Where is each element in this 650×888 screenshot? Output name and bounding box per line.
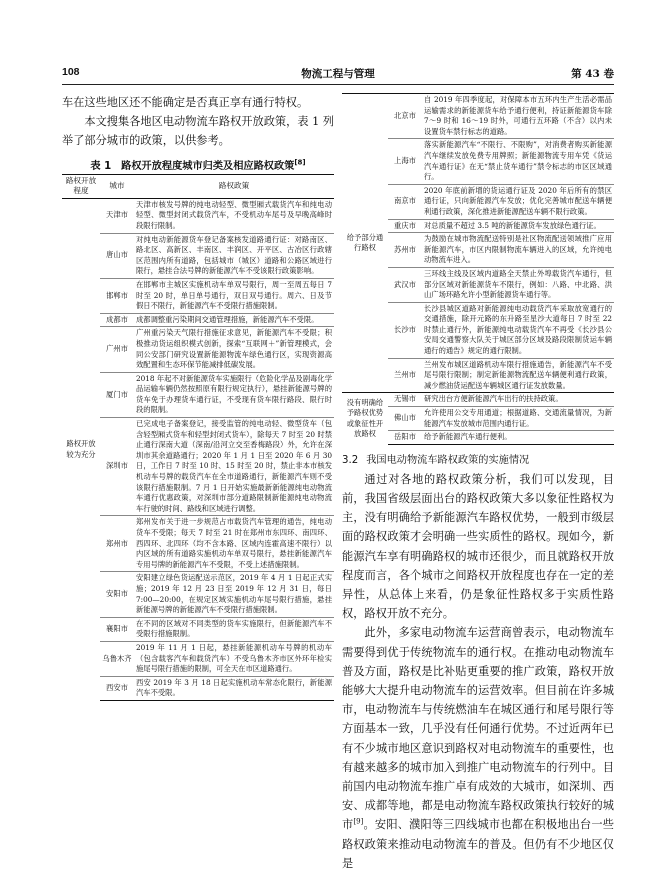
city-cell: 广州市: [100, 327, 134, 372]
policy-cell: 允许使用公交专用通道；根据道路、交通流量情况，为新能源汽车发放城市范围内通行证。: [422, 407, 614, 431]
left-paragraph-2: 本文搜集各地区电动物流车路权开放政策，表 1 列举了部分城市的政策，以供参考。: [62, 115, 334, 148]
policy-table-part2: [342, 93, 614, 445]
policy-cell: 已完成电子备案登记，接受监管的纯电动轻、微型货车（包含轻型厢式货车和轻型封闭式货车），除每天 7 时至 20 时禁止通行深南大道（深南/沿河立交至香梅路段）外，允许在深圳市其余道路通行；2020 年 1 月 1 日至 2020 年 6 月 30 日，工作日 7 时至 10 时、15 时至 20 时，禁止非本市核发机动车号牌的载货汽车在全市道路通行，新能源汽车则不受该限行措施限制。7 月 1 日开始实施最新新能源纯电动物流车通行优惠政策，对深圳市部分道路限制新能源纯电动物流车行驶的时间、路线和区域进行调整。: [134, 418, 334, 516]
city-cell: 深圳市: [100, 418, 134, 516]
table-ref: [8]: [294, 158, 306, 167]
table-row: [342, 393, 614, 407]
city-cell: 兰州市: [388, 358, 422, 393]
citation-ref: [9]: [353, 817, 364, 826]
table-row: [62, 278, 334, 313]
section-number: 3.2: [342, 454, 359, 466]
policy-cell: 落实新能源汽车“不限行、不限购”，对消费者购买新能源汽车继续发放免费专用牌照；新能源物流专用车凭《货运汽车通行证》在无“禁止货车通行”禁令标志的市区区域通行。: [422, 139, 614, 184]
city-cell: 襄阳市: [100, 617, 134, 641]
volume-label: 第 43 卷: [571, 68, 614, 80]
policy-cell: 在不同的区域对不同类型的货车实施限行，但新能源汽车不受限行措施限制。: [134, 617, 334, 641]
table-row: [62, 617, 334, 641]
col-header-city: 城市: [100, 174, 134, 198]
table-row: [62, 572, 334, 617]
section-heading: [342, 451, 614, 466]
policy-cell: 郑州发布关于进一步规范占市载货汽车管理的通告，纯电动货车不受限；每天 7 时至 21 时在郑州市东四环、南四环、西四环、北四环（均不含本路、区域内连霍高速不限行）以内区域的所有道路实施机动车单双号限行，悬挂新能源汽车专用号牌的新能源汽车不受限，不受上述措施限制。: [134, 516, 334, 572]
city-cell: 乌鲁木齐: [100, 641, 134, 676]
table-row: [62, 516, 334, 572]
right-paragraph-2-part-b: 。安阳、濮阳等三四线城市也都在积极地出台一些路权政策来推动电动物流车的普及。但仍有不少地区仅是: [342, 818, 614, 870]
city-cell: 无锡市: [388, 393, 422, 407]
table-row: [62, 233, 334, 278]
section-title: 我国电动物流车路权政策的实施情况: [366, 454, 530, 466]
city-cell: 邯郸市: [100, 278, 134, 313]
policy-cell: 安阳建立绿色货运配送示范区，2019 年 4 月 1 日起正式实施；2019 年 12 月 23 日至 2019 年 12 月 31 日，每日 7:00—20:00，在规定区域实施机动车尾号限行措施，悬挂新能源号牌的新能源汽车不受限行措施限制。: [134, 572, 334, 617]
group-label-full: 路权开放较为充分: [66, 439, 96, 459]
table-row: [62, 372, 334, 417]
city-cell: 安阳市: [100, 572, 134, 617]
policy-table-part1: [62, 174, 334, 701]
city-cell: 佛山市: [388, 407, 422, 431]
table-row: [62, 313, 334, 327]
table-caption: [62, 157, 334, 172]
journal-title: 物流工程与管理: [301, 68, 375, 80]
right-paragraph-2-part-a: 此外，多家电动物流车运营商曾表示，电动物流车需要得到优于传统物流车的通行权。在推动电动物流车普及方面，路权是比补贴更重要的推广政策，路权开放能够大大提升电动物流车的运营效率。但目前在许多城市，电动物流车与传统燃油车在城区通行和尾号限行等方面基本一致，几乎没有任何通行优势。不过近两年已有不少城市地区意识到路权对电动物流车的重要性，也有越来越多的城市加入到推广电动物流车的行列中。目前国内电动物流车推广卓有成效的大城市，如深圳、西安、成都等地，都是电动物流车路权政策执行较好的城市: [342, 626, 614, 832]
right-column: [342, 93, 614, 873]
col-header-policy: 路权政策: [134, 174, 334, 198]
policy-cell: 对纯电动新能源货车登记备案核发道路通行证：对路南区、路北区、高新区、丰南区、丰润区、开平区、古冶区行政辖区范围内所有道路，包括城市（城区）道路和公路区域进行限行，悬挂合法号牌的新能源汽车不受该限行政策影响。: [134, 233, 334, 278]
policy-cell: 为鼓励在城市物流配送特别是社区物流配送领域推广应用新能源汽车，市区内限制物流车辆进入的区域，允许纯电动物流车进入。: [422, 233, 614, 268]
table-row: [342, 94, 614, 139]
table-row: [62, 327, 334, 372]
table-header-row: [62, 174, 334, 198]
city-cell: 南京市: [388, 184, 422, 219]
group-label-symbolic: 没有明确给予路权优势或象征性开放路权: [342, 393, 388, 444]
city-cell: 成都市: [100, 313, 134, 327]
city-cell: 重庆市: [388, 219, 422, 233]
group-label-partial: 给予部分通行路权: [342, 94, 388, 393]
city-cell: 唐山市: [100, 233, 134, 278]
policy-cell: 西安 2019 年 3 月 18 日起实施机动车常态化限行，新能源汽车不受限。: [134, 676, 334, 700]
table-row: [62, 641, 334, 676]
city-cell: 郑州市: [100, 516, 134, 572]
policy-cell: 2019 年 11 月 1 日起，悬挂新能源机动车号牌的机动车（包含载客汽车和载货汽车）不受乌鲁木齐市区外环年检实施尾号限行措施的限制，可全天在市区道路通行。: [134, 641, 334, 676]
city-cell: 上海市: [388, 139, 422, 184]
city-cell: 北京市: [388, 94, 422, 139]
policy-cell: 给予新能源汽车通行便利。: [422, 431, 614, 445]
table-row: [62, 676, 334, 700]
table-row: [62, 418, 334, 516]
policy-cell: 2020 年底前新增的货运通行证及 2020 年后所有的禁区通行证，只向新能源汽车发放；优化完善城市配送车辆便利通行政策，深化推进新能源配送车辆不限行政策。: [422, 184, 614, 219]
page-number: 108: [62, 66, 80, 78]
city-cell: 武汉市: [388, 267, 422, 302]
city-cell: 长沙市: [388, 302, 422, 358]
right-paragraph-1: 通过对各地的路权政策分析，我们可以发现，目前，我国省级层面出台的路权政策大多以象征性路权为主，没有明确给予新能源汽车路权优势，一般到市级层面的路权政策才会明确一些实质性的路权。现如今，新能源汽车享有明确路权的城市还很少，而且就路权开放程度而言，各个城市之间路权开放程度也存在一定的差异性，从总体上来看，仍是象征性路权多于实质性路权，路权开放不充分。: [342, 472, 614, 621]
table-title: 路权开放程度城市归类及相应路权政策: [121, 160, 295, 172]
col-header-openness: 路权开放程度: [62, 174, 100, 198]
city-cell: 厦门市: [100, 372, 134, 417]
city-cell: 天津市: [106, 210, 128, 220]
policy-cell: 三环线主线及区域内道路全天禁止外埠载货汽车通行，但部分区域对新能源货车不限行，例如：八路、中北路、洪山广场环路允许小型新能源货车通行等。: [422, 267, 614, 302]
policy-cell: 自 2019 年四季度起，对保障本市五环内生产生活必需品运输需求的新能源货车给予通行便利，持证新能源货车除 7～9 时和 16～19 时外，可通行五环路（不含）以内未设置货车禁行标志的道路。: [422, 94, 614, 139]
left-paragraph-1: 车在这些地区还不能确定是否真正享有通行特权。: [62, 96, 309, 109]
right-paragraph-2: [342, 623, 614, 873]
city-cell: 西安市: [100, 676, 134, 700]
policy-cell: 长沙县城区道路对新能源纯电动载货汽车采取放宽通行的交通措施，除开元路的东升路至星沙大道每日 7 时至 22 时禁止通行外，新能源纯电动载货汽车不再受《长沙县公安局交通警察大队关于城区部分区域及路段限制货运车辆通行的通告》规定的通行限制。: [422, 302, 614, 358]
table-number: 表 1: [90, 160, 112, 172]
policy-cell: 在邯郸市主城区实施机动车单双号限行，周一至周五每日 7 时至 20 时，单日单号通行，双日双号通行。周六、日及节假日不限行，新能源汽车不受限行措施限制。: [134, 278, 334, 313]
city-cell: 苏州市: [388, 233, 422, 268]
policy-cell: 成都调整重污染期间交通管理措施，新能源汽车不受限。: [134, 313, 334, 327]
policy-cell: 兰州发布城区道路机动车限行措施通告，新能源汽车不受尾号限行限制；制定新能源物流配送车辆便利通行政策，减少燃油货运配送车辆城区通行证发放数量。: [422, 358, 614, 393]
city-cell: 岳阳市: [388, 431, 422, 445]
table-row: [62, 198, 334, 233]
left-column: [62, 93, 334, 701]
policy-cell: 对总质量不超过 3.5 吨的新能源货车发放绿色通行证。: [422, 219, 614, 233]
policy-cell: 研究出台方便新能源汽车出行的扶持政策。: [422, 393, 614, 407]
policy-cell: 2018 年起不对新能源货车实施限行（危险化学品及剧毒化学品运输车辆仍然按照原有限行规定执行），悬挂新能源号牌的货车免于办理货车通行证，不受现有货车限行路段、限行时段的限制。: [134, 372, 334, 417]
policy-cell: 天津市核发号牌的纯电动轻型、微型厢式载货汽车和纯电动轻型、微型封闭式载货汽车，不受机动车尾号及早晚高峰时段限行限制。: [136, 199, 332, 230]
policy-cell: 广州重污染天气限行措施征求意见，新能源汽车不受限；积极推动货运组织模式创新，探索“互联网＋”新管理模式，会同公安部门研究设置新能源物流车绿色通行区，实现资源高效配置和生态环保节能减排低碳发展。: [134, 327, 334, 372]
header-rule: [62, 84, 614, 85]
